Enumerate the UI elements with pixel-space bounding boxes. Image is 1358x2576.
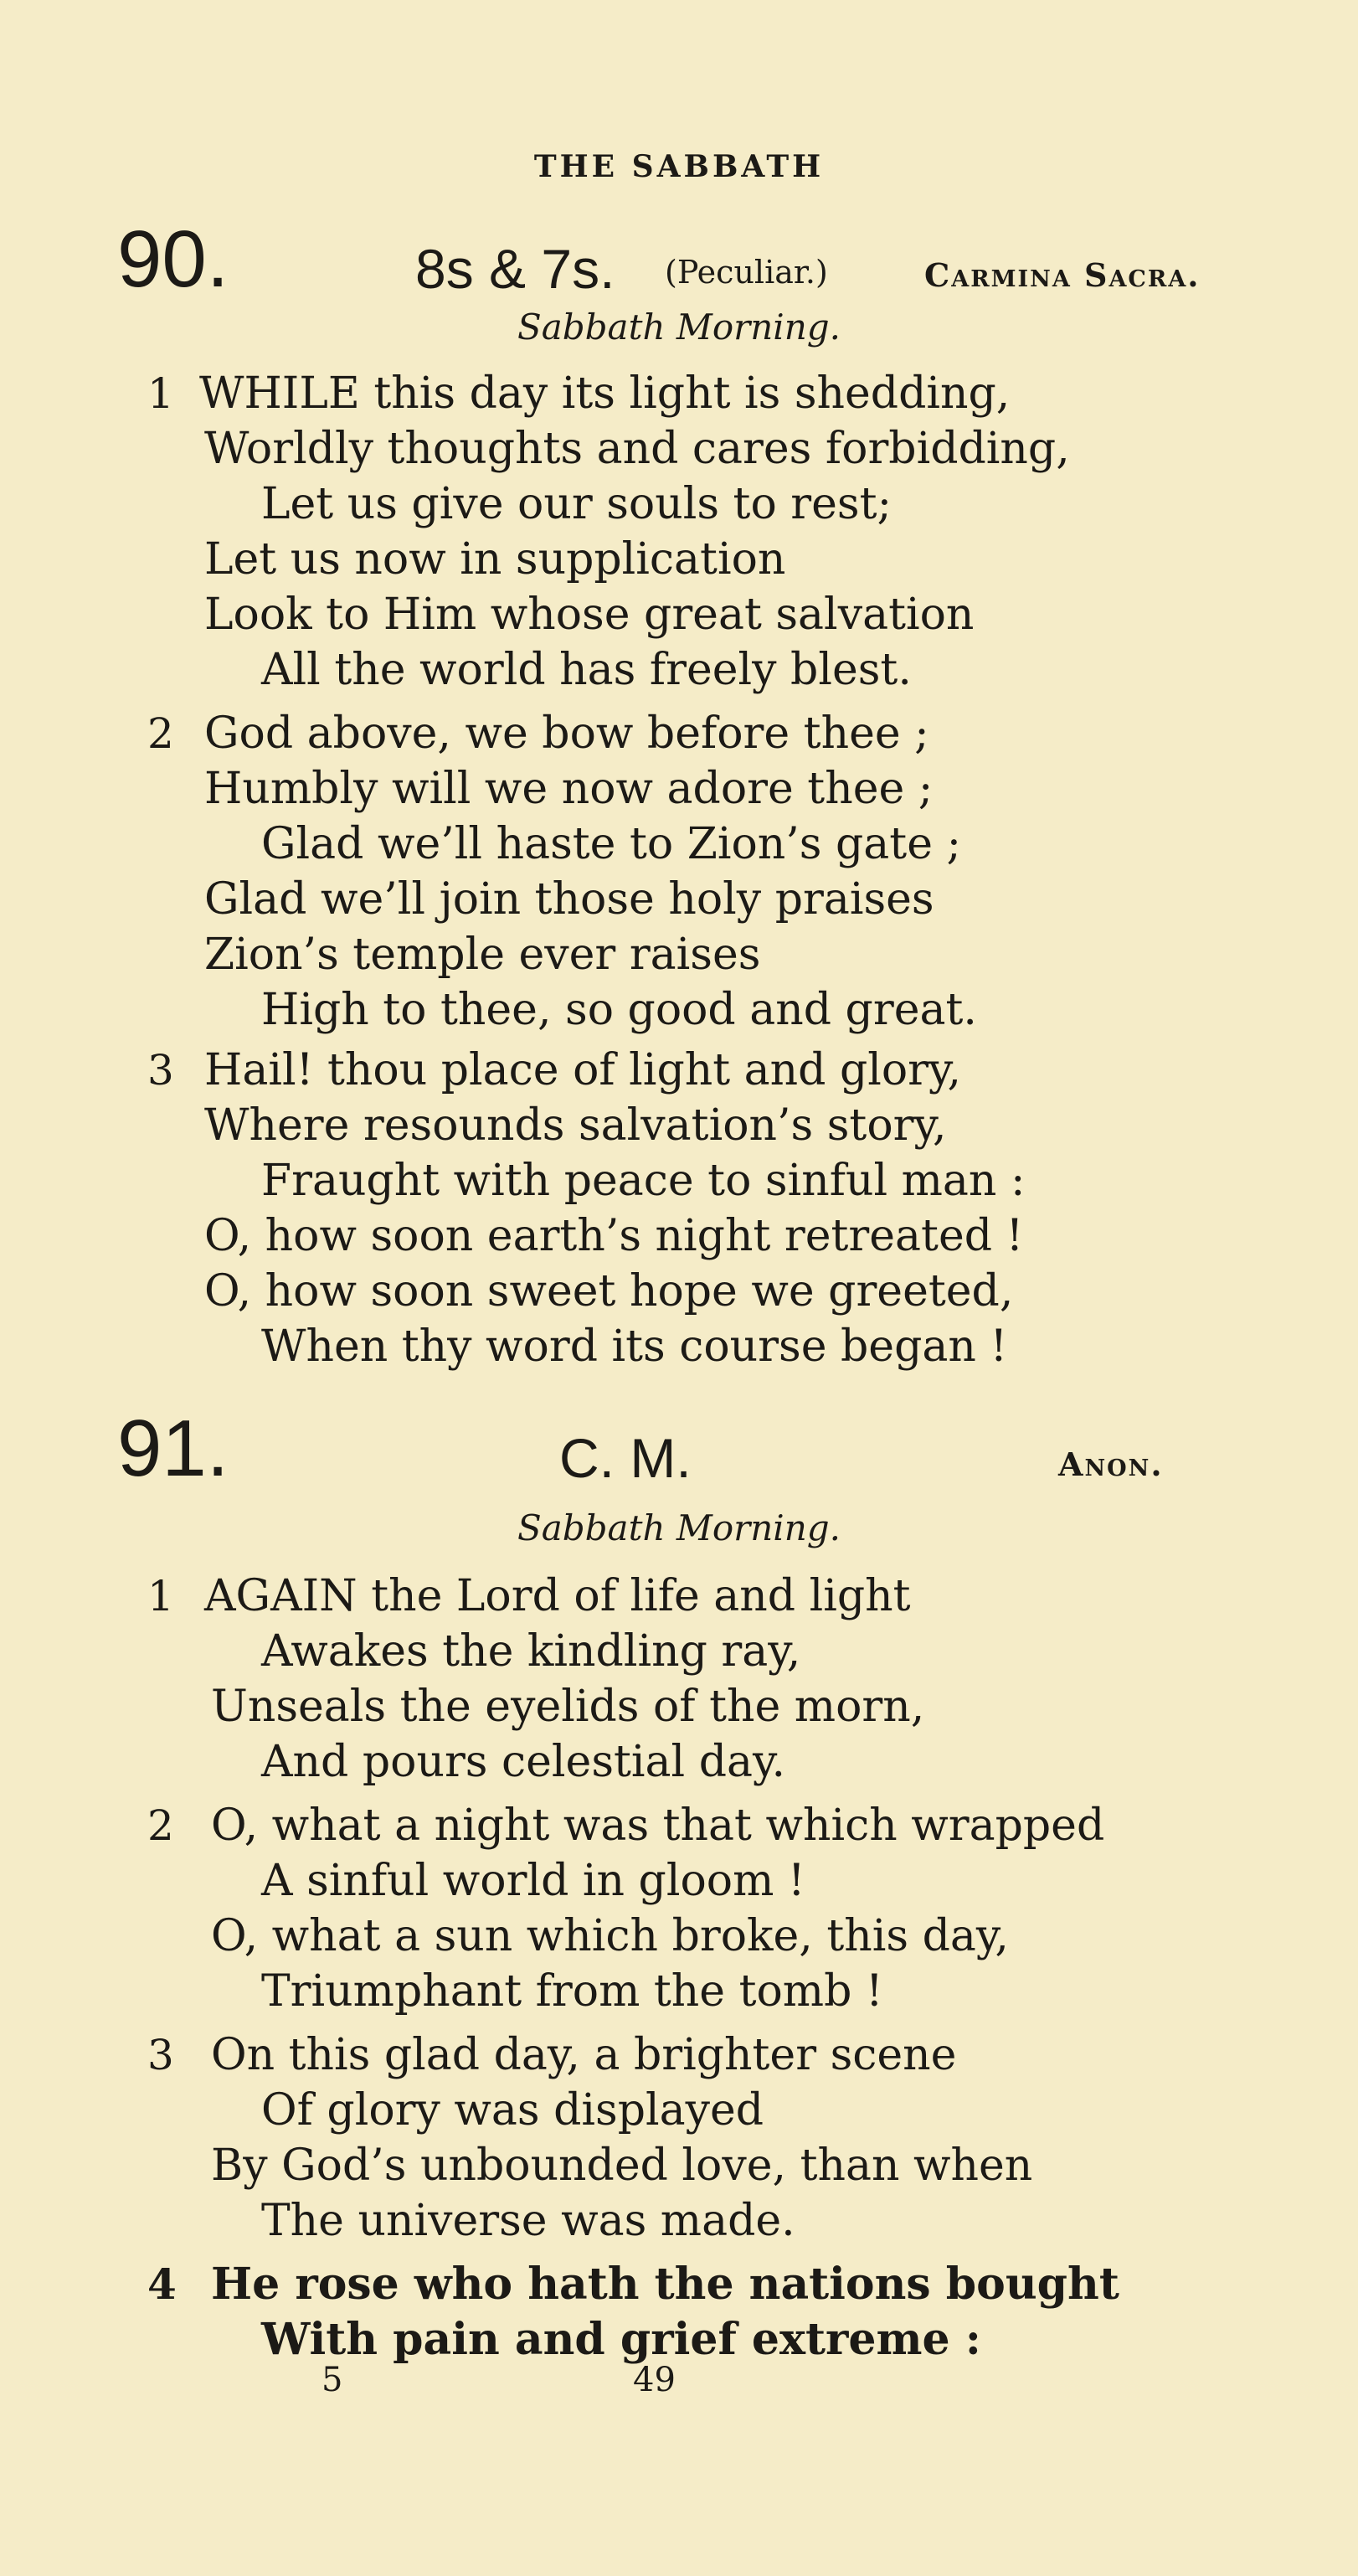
signature-mark: 5 xyxy=(321,2361,343,2399)
verse-line: By God’s unbounded love, than when xyxy=(211,2141,1033,2191)
verse-line: Awakes the kindling ray, xyxy=(261,1626,801,1677)
verse-line: Glad we’ll haste to Zion’s gate ; xyxy=(261,819,962,869)
hymn-occasion: Sabbath Morning. xyxy=(517,1507,841,1548)
verse-line: O, how soon earth’s night retreated ! xyxy=(204,1211,1024,1261)
verse-line: O, what a sun which broke, this day, xyxy=(211,1911,1009,1961)
hymn-meter: 8s & 7s. xyxy=(415,238,615,300)
verse-line: Fraught with peace to sinful man : xyxy=(261,1156,1026,1206)
hymn-number: 90. xyxy=(117,214,229,304)
running-head: THE SABBATH xyxy=(533,149,825,184)
verse-number: 1 xyxy=(147,1572,174,1620)
verse-line: God above, we bow before thee ; xyxy=(204,708,929,759)
page-number: 49 xyxy=(633,2361,676,2399)
verse-line: Zion’s temple ever raises xyxy=(204,930,761,980)
verse-number: 3 xyxy=(147,2031,174,2079)
verse-number: 3 xyxy=(147,1046,174,1095)
verse-line: Worldly thoughts and cares forbidding, xyxy=(204,424,1070,474)
verse-line: With pain and grief extreme : xyxy=(261,2314,981,2365)
hymn-meter: C. M. xyxy=(559,1427,692,1489)
verse-line: And pours celestial day. xyxy=(261,1737,785,1787)
verse-number: 2 xyxy=(147,1801,174,1850)
hymn-90-heading xyxy=(0,214,1358,312)
hymn-meter-note: (Peculiar.) xyxy=(665,254,828,291)
verse-line: Glad we’ll join those holy praises xyxy=(204,874,934,925)
verse-line: Look to Him whose great salvation xyxy=(204,590,975,640)
hymn-91-heading xyxy=(0,1404,1358,1501)
verse-line: Where resounds salvation’s story, xyxy=(204,1100,947,1151)
hymn-composer: Carmina Sacra. xyxy=(924,256,1201,294)
verse-line: Let us give our souls to rest; xyxy=(261,479,892,529)
verse-number: 4 xyxy=(147,2259,177,2309)
verse-line: Unseals the eyelids of the morn, xyxy=(211,1682,925,1732)
verse-line: He rose who hath the nations bought xyxy=(211,2259,1119,2310)
hymn-composer: Anon. xyxy=(1058,1445,1164,1483)
verse-line: Hail! thou place of light and glory, xyxy=(204,1045,962,1095)
verse-line: High to thee, so good and great. xyxy=(261,985,977,1035)
verse-line: O, how soon sweet hope we greeted, xyxy=(204,1266,1014,1316)
verse-line: AGAIN the Lord of life and light xyxy=(204,1571,911,1621)
verse-line: The universe was made. xyxy=(261,2196,795,2246)
verse-line: Of glory was displayed xyxy=(261,2085,764,2136)
verse-line: Let us now in supplication xyxy=(204,534,786,585)
hymn-occasion: Sabbath Morning. xyxy=(517,307,841,348)
verse-line: On this glad day, a brighter scene xyxy=(211,2030,957,2080)
verse-line: Triumphant from the tomb ! xyxy=(261,1966,883,2017)
verse-number: 1 xyxy=(147,369,174,418)
verse-number: 2 xyxy=(147,709,174,758)
verse-line: When thy word its course began ! xyxy=(261,1321,1008,1372)
verse-line: O, what a night was that which wrapped xyxy=(211,1801,1105,1851)
verse-line: A sinful world in gloom ! xyxy=(261,1856,805,1906)
verse-line: Humbly will we now adore thee ; xyxy=(204,764,934,814)
verse-line: All the world has freely blest. xyxy=(261,645,912,695)
verse-line: WHILE this day its light is shedding, xyxy=(199,368,1011,419)
hymn-number: 91. xyxy=(117,1404,229,1493)
